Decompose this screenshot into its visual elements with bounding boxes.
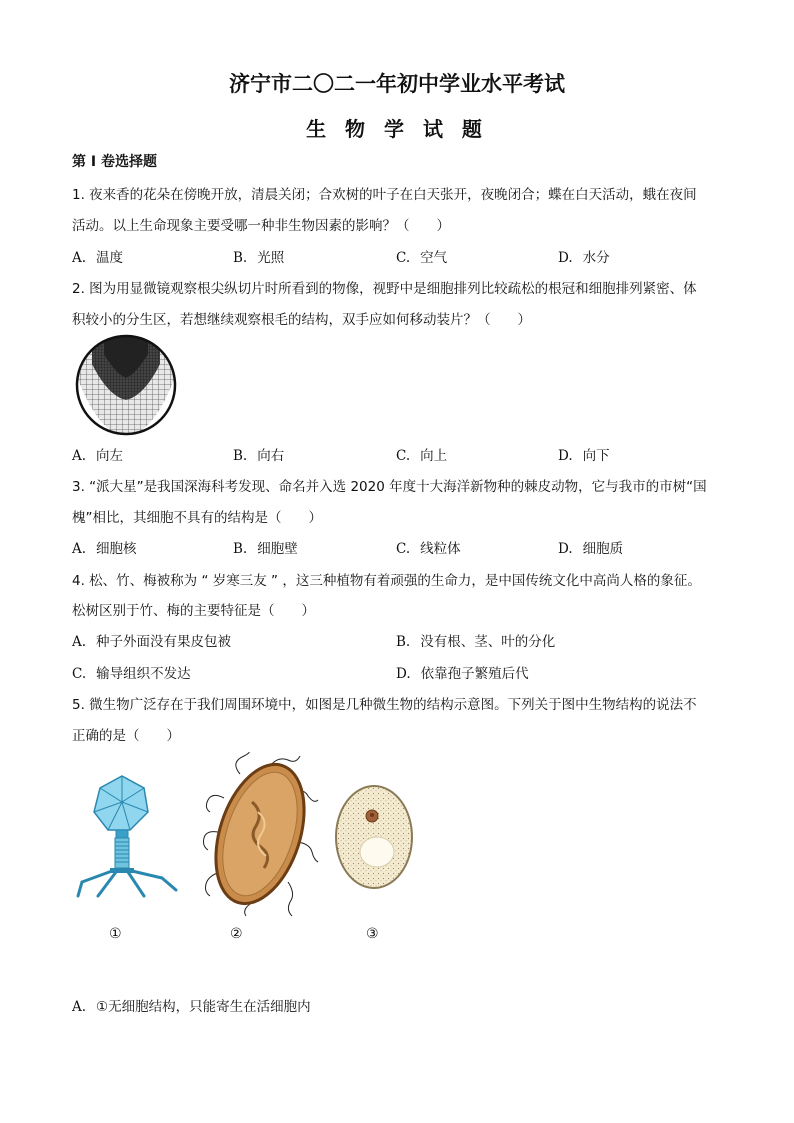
- q1-option-b[interactable]: [233, 246, 284, 266]
- option-key: A.: [72, 999, 87, 1015]
- q2-option-c[interactable]: [396, 444, 447, 464]
- exam-subtitle: 生 物 学 试 题: [306, 117, 488, 141]
- option-key: B.: [233, 541, 248, 557]
- question-1-line-1: 1. 夜来香的花朵在傍晚开放，清晨关闭；合欢树的叶子在白天张开，夜晚闭合；蝶在白天活动，蛾在夜间: [72, 187, 697, 203]
- figure-label-3: ③: [366, 926, 379, 942]
- q4-option-b[interactable]: [396, 630, 555, 650]
- option-text: 温度: [96, 250, 124, 266]
- yeast-cell-illustration: [332, 782, 416, 892]
- option-text: 光照: [257, 250, 285, 266]
- option-key: A.: [72, 541, 87, 557]
- question-2-line-2: 积较小的分生区，若想继续观察根毛的结构，双手应如何移动装片？（ ）: [72, 312, 531, 328]
- option-key: D.: [558, 448, 573, 464]
- option-text: 细胞壁: [257, 541, 298, 557]
- question-5-line-1: 5. 微生物广泛存在于我们周围环境中，如图是几种微生物的结构示意图。下列关于图中生物结构的说法不: [72, 697, 697, 713]
- option-text: ①无细胞结构，只能寄生在活细胞内: [96, 999, 311, 1015]
- question-3-line-2: 槐”相比，其细胞不具有的结构是（ ）: [72, 510, 322, 526]
- q3-option-a[interactable]: [72, 537, 137, 557]
- root-tip-micrograph: [74, 334, 178, 436]
- question-4-line-2: 松树区别于竹、梅的主要特征是（ ）: [72, 603, 315, 619]
- q1-option-c[interactable]: [396, 246, 447, 266]
- q2-option-b[interactable]: [233, 444, 284, 464]
- option-text: 种子外面没有果皮包被: [96, 634, 232, 650]
- question-3-line-1: 3. “派大星”是我国深海科考发现、命名并入选 2020 年度十大海洋新物种的棘皮动物，它与我市的市树“国: [72, 479, 707, 495]
- q1-option-d[interactable]: [558, 246, 610, 266]
- option-key: C.: [396, 541, 411, 557]
- bacterium-illustration: [200, 752, 320, 917]
- q5-option-a[interactable]: [72, 995, 311, 1015]
- option-text: 向右: [257, 448, 285, 464]
- question-2-line-1: 2. 图为用显微镜观察根尖纵切片时所看到的物像，视野中是细胞排列比较疏松的根冠和细胞排列紧密、体: [72, 281, 697, 297]
- q2-option-d[interactable]: [558, 444, 610, 464]
- option-text: 向左: [96, 448, 124, 464]
- q4-option-d[interactable]: [396, 662, 529, 682]
- section-heading: 第 I 卷选择题: [72, 154, 157, 170]
- option-text: 水分: [582, 250, 610, 266]
- option-key: C.: [396, 448, 411, 464]
- bacteriophage-illustration: [72, 772, 182, 902]
- q1-option-a[interactable]: [72, 246, 123, 266]
- q4-option-a[interactable]: [72, 630, 231, 650]
- q3-option-b[interactable]: [233, 537, 298, 557]
- option-key: B.: [233, 448, 248, 464]
- q3-option-d[interactable]: [558, 537, 623, 557]
- option-key: B.: [396, 634, 411, 650]
- option-key: D.: [558, 250, 573, 266]
- figure-label-1: ①: [109, 926, 122, 942]
- question-1-line-2: 活动。以上生命现象主要受哪一种非生物因素的影响？（ ）: [72, 218, 450, 234]
- question-4-line-1: 4. 松、竹、梅被称为 “ 岁寒三友 ” ，这三种植物有着顽强的生命力，是中国传统文化中高尚人格的象征。: [72, 573, 701, 589]
- exam-title: 济宁市二〇二一年初中学业水平考试: [229, 71, 565, 96]
- option-key: B.: [233, 250, 248, 266]
- option-text: 线粒体: [420, 541, 461, 557]
- option-text: 向下: [582, 448, 610, 464]
- option-key: A.: [72, 448, 87, 464]
- question-5-line-2: 正确的是（ ）: [72, 728, 180, 744]
- option-key: A.: [72, 634, 87, 650]
- option-text: 细胞核: [96, 541, 137, 557]
- option-key: D.: [558, 541, 573, 557]
- option-key: C.: [396, 250, 411, 266]
- option-text: 向上: [420, 448, 448, 464]
- option-text: 空气: [420, 250, 448, 266]
- q2-option-a[interactable]: [72, 444, 123, 464]
- figure-label-2: ②: [230, 926, 243, 942]
- option-key: C.: [72, 666, 87, 682]
- option-text: 没有根、茎、叶的分化: [420, 634, 556, 650]
- q4-option-c[interactable]: [72, 662, 191, 682]
- option-text: 依靠孢子繁殖后代: [420, 666, 529, 682]
- option-text: 输导组织不发达: [96, 666, 191, 682]
- option-key: A.: [72, 250, 87, 266]
- option-key: D.: [396, 666, 411, 682]
- option-text: 细胞质: [582, 541, 624, 557]
- q3-option-c[interactable]: [396, 537, 461, 557]
